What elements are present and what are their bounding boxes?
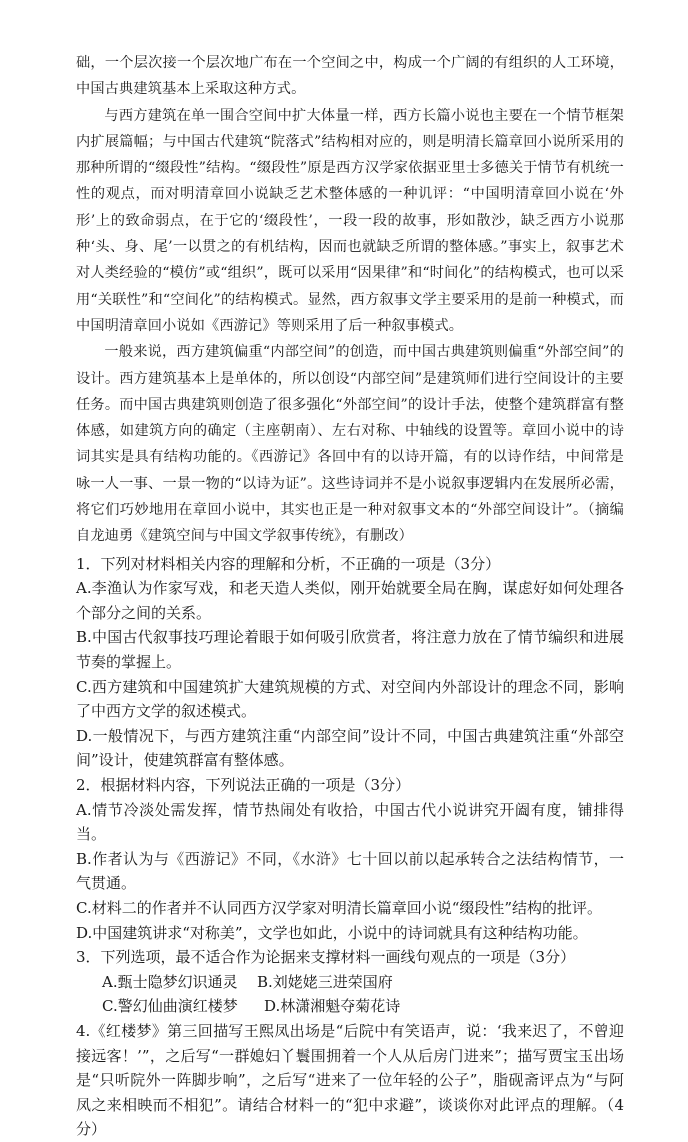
question-1 — [76, 552, 624, 773]
passage-paragraph-continued: 础，一个层次接一个层次地广布在一个空间之中，构成一个广阔的有组织的人工环境，中国古典建筑基本上采取这种方式。 — [76, 55, 624, 98]
option-c: C.西方建筑和中国建筑扩大建筑规模的方式、对空间内外部设计的理念不同，影响了中西方文学的叙述模式。 — [76, 677, 624, 721]
options-row-1 — [76, 970, 624, 995]
option-c: C.材料二的作者并不认同西方汉学家对明清长篇章回小说“缀段性”结构的批评。 — [76, 898, 603, 917]
passage-paragraph-3: 一般来说，西方建筑偏重“内部空间”的创造，而中国古典建筑则偏重“外部空间”的设计。西方建筑基本上是单体的，所以创设“内部空间”是建筑师们进行空间设计的主要任务。而中国古典建筑则创造了很多强化“外部空间”的设计手法，使整个建筑群富有整体感，如建筑方向的确定（主座朝南）、左右对称、中轴线的设置等。章回小说中的诗词其实是具有结构功能的。《西游记》各回中有的以诗开篇，有的以诗作结，中间常是咏一人一事、一景一物的“以诗为证”。这些诗词并不是小说叙事逻辑内在发展所必需，将它们巧妙地用在章回小说中，其实也正是一种对叙事文本的“外部空间设计”。（摘编自龙迪勇《建筑空间与中国文学叙事传统》，有删改） — [76, 344, 624, 545]
option-d: D.林潇湘魁夺菊花诗 — [264, 997, 401, 1016]
option-a: A.李渔认为作家写戏，和老天造人类似，刚开始就要全局在胸，谋虑好如何处理各个部分之间的关系。 — [76, 579, 624, 622]
question-2 — [76, 773, 624, 945]
question-stem: 4.《红楼梦》第三回描写王熙凤出场是“后院中有笑语声，说：‘我来迟了，不曾迎接远客！’”，之后写“一群媳妇丫鬟围拥着一个人从后房门进来”；描写贾宝玉出场是“只听院外一阵脚步响”，之后写“进来了一位年轻的公子”，脂砚斋评点为“与阿凤之来相映而不相犯”。请结合材料一的“犯中求避”，谈谈你对此评点的理解。（4分） — [76, 1021, 624, 1139]
reading-passage — [76, 50, 624, 550]
question-stem: 3．下列选项，最不适合作为论据来支撑材料一画线句观点的一项是（3分） — [76, 948, 576, 967]
option-a: A.甄士隐梦幻识通灵 — [102, 972, 238, 991]
option-a: A.情节冷淡处需发挥，情节热闹处有收拾，中国古代小说讲究开阖有度，铺排得当。 — [76, 800, 624, 844]
question-list — [76, 552, 624, 1142]
option-c: C.警幻仙曲演红楼梦 — [102, 997, 238, 1016]
option-b: B.作者认为与《西游记》不同，《水浒》七十回以前以起承转合之法结构情节，一气贯通。 — [76, 849, 624, 893]
question-stem: 2．根据材料内容，下列说法正确的一项是（3分） — [76, 775, 411, 794]
option-d: D.中国建筑讲求“对称美”，文学也如此，小说中的诗词就具有这种结构功能。 — [76, 923, 588, 942]
document-page — [76, 50, 624, 1142]
option-b: B.刘姥姥三进荣国府 — [257, 972, 393, 991]
option-b: B.中国古代叙事技巧理论着眼于如何吸引欣赏者，将注意力放在了情节编织和进展节奏的掌握上。 — [76, 628, 624, 672]
question-stem: 1．下列对材料相关内容的理解和分析，不正确的一项是（3分） — [76, 554, 501, 573]
option-d: D.一般情况下，与西方建筑注重“内部空间”设计不同，中国古典建筑注重“外部空间”设计，使建筑群富有整体感。 — [76, 726, 624, 770]
passage-paragraph-2: 与西方建筑在单一围合空间中扩大体量一样，西方长篇小说也主要在一个情节框架内扩展篇幅；与中国古代建筑“院落式”结构相对应的，则是明清长篇章回小说所采用的那种所谓的“缀段性”结构。“缀段性”原是西方汉学家依据亚里士多德关于情节有机统一性的观点，而对明清章回小说缺乏艺术整体感的一种讥评：“中国明清章回小说在‘外形’上的致命弱点，在于它的‘缀段性’，一段一段的故事，形如散沙，缺乏西方小说那种‘头、身、尾’一以贯之的有机结构，因而也就缺乏所谓的整体感。”事实上，叙事艺术对人类经验的“模仿”或“组织”，既可以采用“因果律”和“时间化”的结构模式，也可以采用“关联性”和“空间化”的结构模式。显然，西方叙事文学主要采用的是前一种模式，而中国明清章回小说如《西游记》等则采用了后一种叙事模式。 — [76, 107, 624, 334]
question-4 — [76, 1019, 624, 1142]
options-row-2 — [76, 994, 624, 1019]
question-3 — [76, 945, 624, 1019]
